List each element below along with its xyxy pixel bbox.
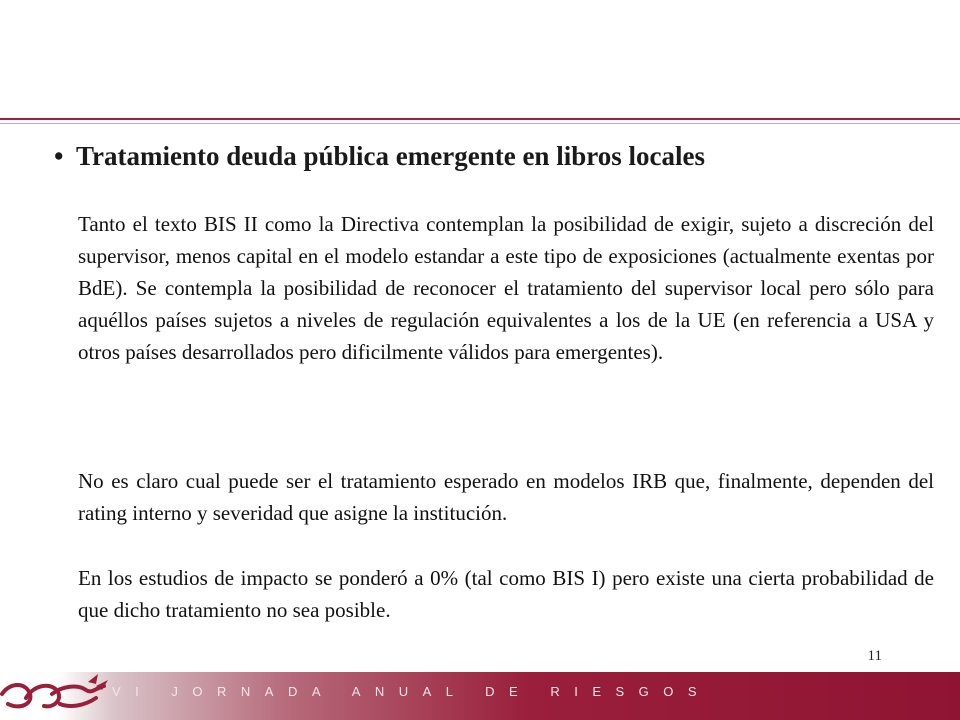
paragraph-2: No es claro cual puede ser el tratamiento esperado en modelos IRB que, finalmente, dependen del rating interno y severidad que asigne la institución. [78, 469, 934, 525]
header-rule [0, 118, 960, 120]
event-name: VI JORNADA ANUAL DE RIESGOS [112, 684, 712, 699]
paragraph-1: Tanto el texto BIS II como la Directiva contemplan la posibilidad de exigir, sujeto a discreción del supervisor, menos capital en el modelo estandar a este tipo de exposiciones (actualmente exentas por BdE). Se contempla la posibilidad de reconocer el tratamiento del supervisor local pero sólo para aquéllos países sujetos a niveles de regulación equivalentes a los de la UE (en referencia a USA y otros países desarrollados pero dificilmente válidos para emergentes). [78, 212, 934, 364]
heading-text: Tratamiento deuda pública emergente en libros locales [76, 141, 705, 171]
dragon-logo-icon [0, 664, 110, 720]
page-number: 11 [867, 648, 882, 664]
slide-heading [54, 138, 934, 174]
header-rule-thin [0, 123, 960, 124]
heading-bullet: • [54, 141, 64, 171]
paragraph-3: En los estudios de impacto se ponderó a 0% (tal como BIS I) pero existe una cierta probabilidad de que dicho tratamiento no sea posible. [78, 566, 934, 622]
